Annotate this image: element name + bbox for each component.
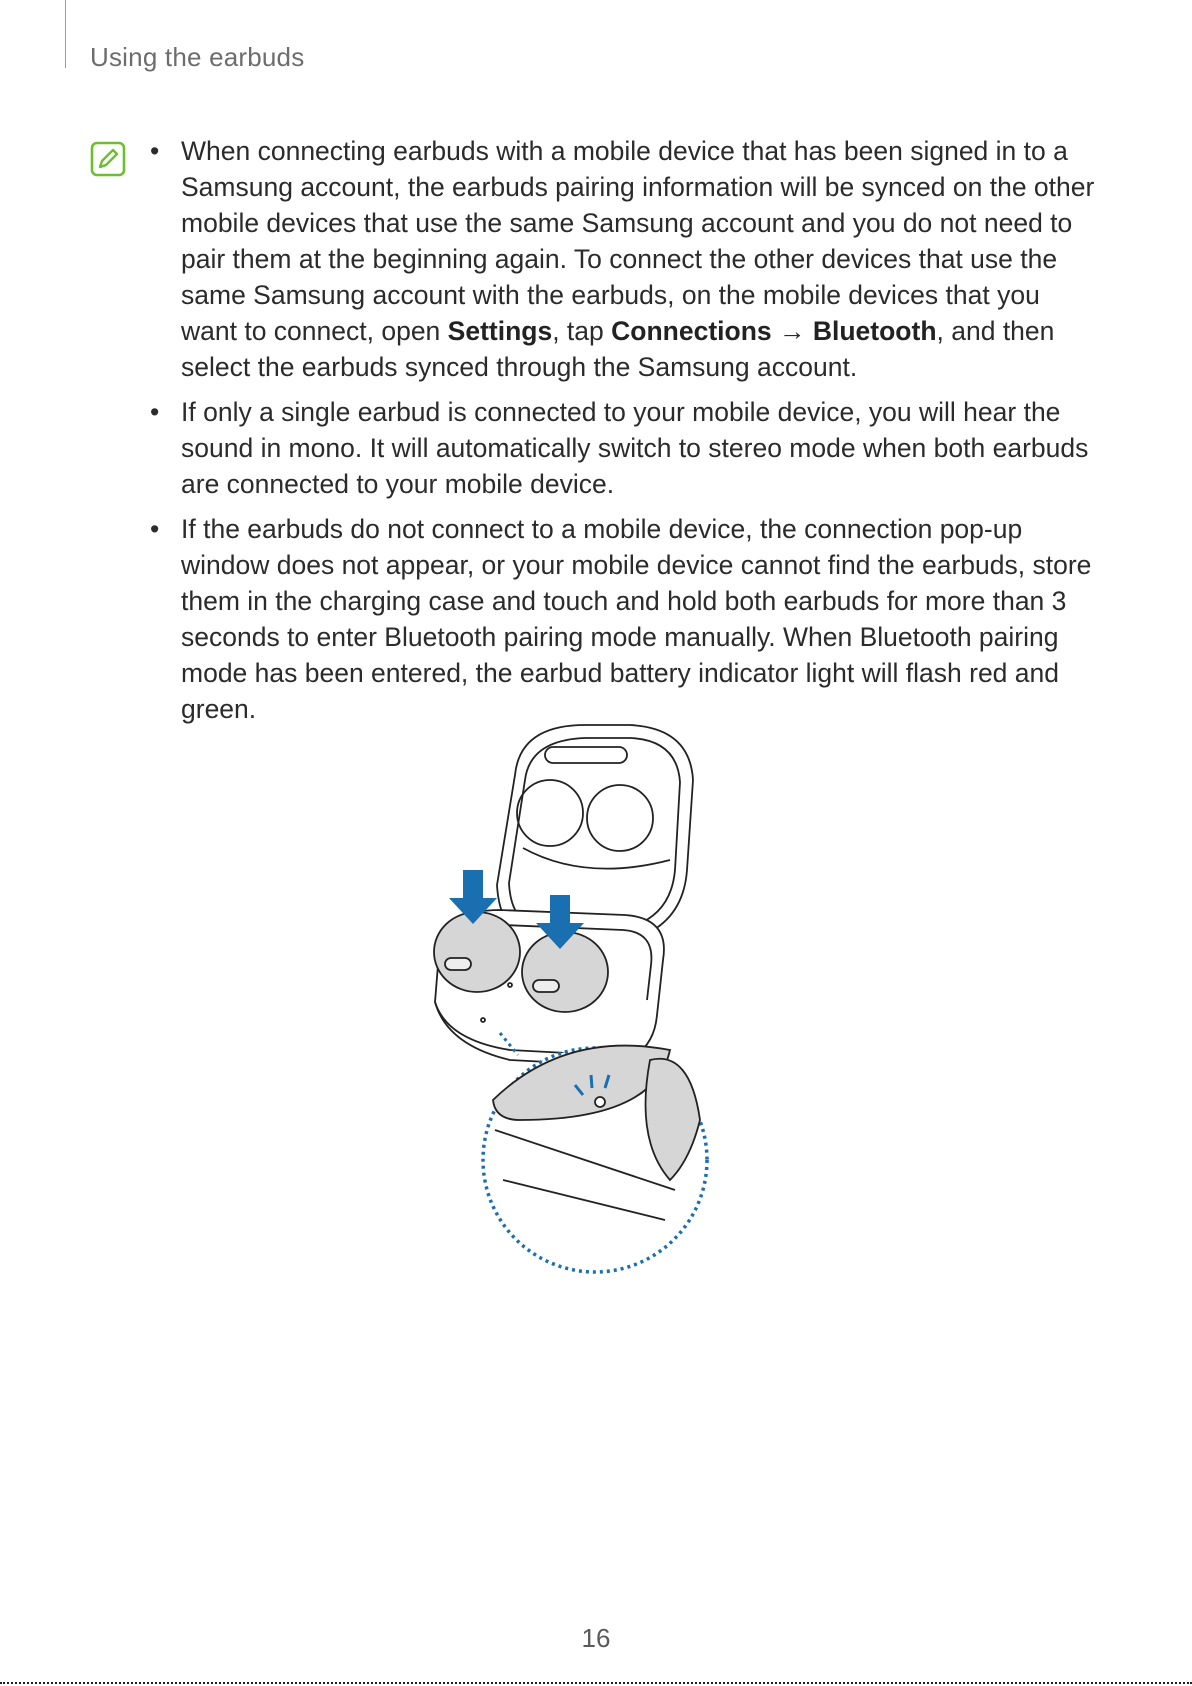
note-text: If only a single earbud is connected to your mobile device, you will hear the sound in mono. It will automatically switch to stereo mode when both earbuds are connected to your mobile device. [181,397,1089,499]
note-text: , tap [552,316,612,346]
earbud-right [522,932,608,1012]
indicator-light [595,1097,605,1107]
arrow-symbol: → [779,316,806,346]
earbuds-case-illustration [425,720,765,1305]
bullet-dot: • [150,514,160,544]
note-list [150,133,1100,736]
section-title: Using the earbuds [90,42,305,72]
bullet-dot: • [150,397,160,427]
header-divider [65,0,66,68]
note-text: When connecting earbuds with a mobile device that has been signed in to a Samsung account, the earbuds pairing information will be synced on the other mobile devices that use the same Samsung account and you do not need to pair them at the beginning again. To connect the other devices that use the same Samsung account with the earbuds, on the mobile devices that you want to connect, open [181,136,1095,346]
note-text: If the earbuds do not connect to a mobile device, the connection pop-up window does not appear, or your mobile device cannot find the earbuds, store them in the charging case and touch and hold both earbuds for more than 3 seconds to enter Bluetooth pairing mode manually. When Bluetooth pairing mode has been entered, the earbud battery indicator light will flash red and green. [181,514,1092,724]
bottom-rule [0,1682,1192,1686]
list-item [150,511,1100,727]
note-text: , and then select the earbuds synced through the Samsung account. [181,316,1055,382]
earbud-left [434,912,520,992]
bluetooth-label: Bluetooth [812,316,937,346]
settings-label: Settings [447,316,553,346]
connections-label: Connections [611,316,772,346]
note-pencil-icon [90,141,126,177]
bullet-dot: • [150,136,160,166]
page-number: 16 [581,1623,611,1653]
list-item [150,394,1100,502]
list-item [150,133,1100,385]
